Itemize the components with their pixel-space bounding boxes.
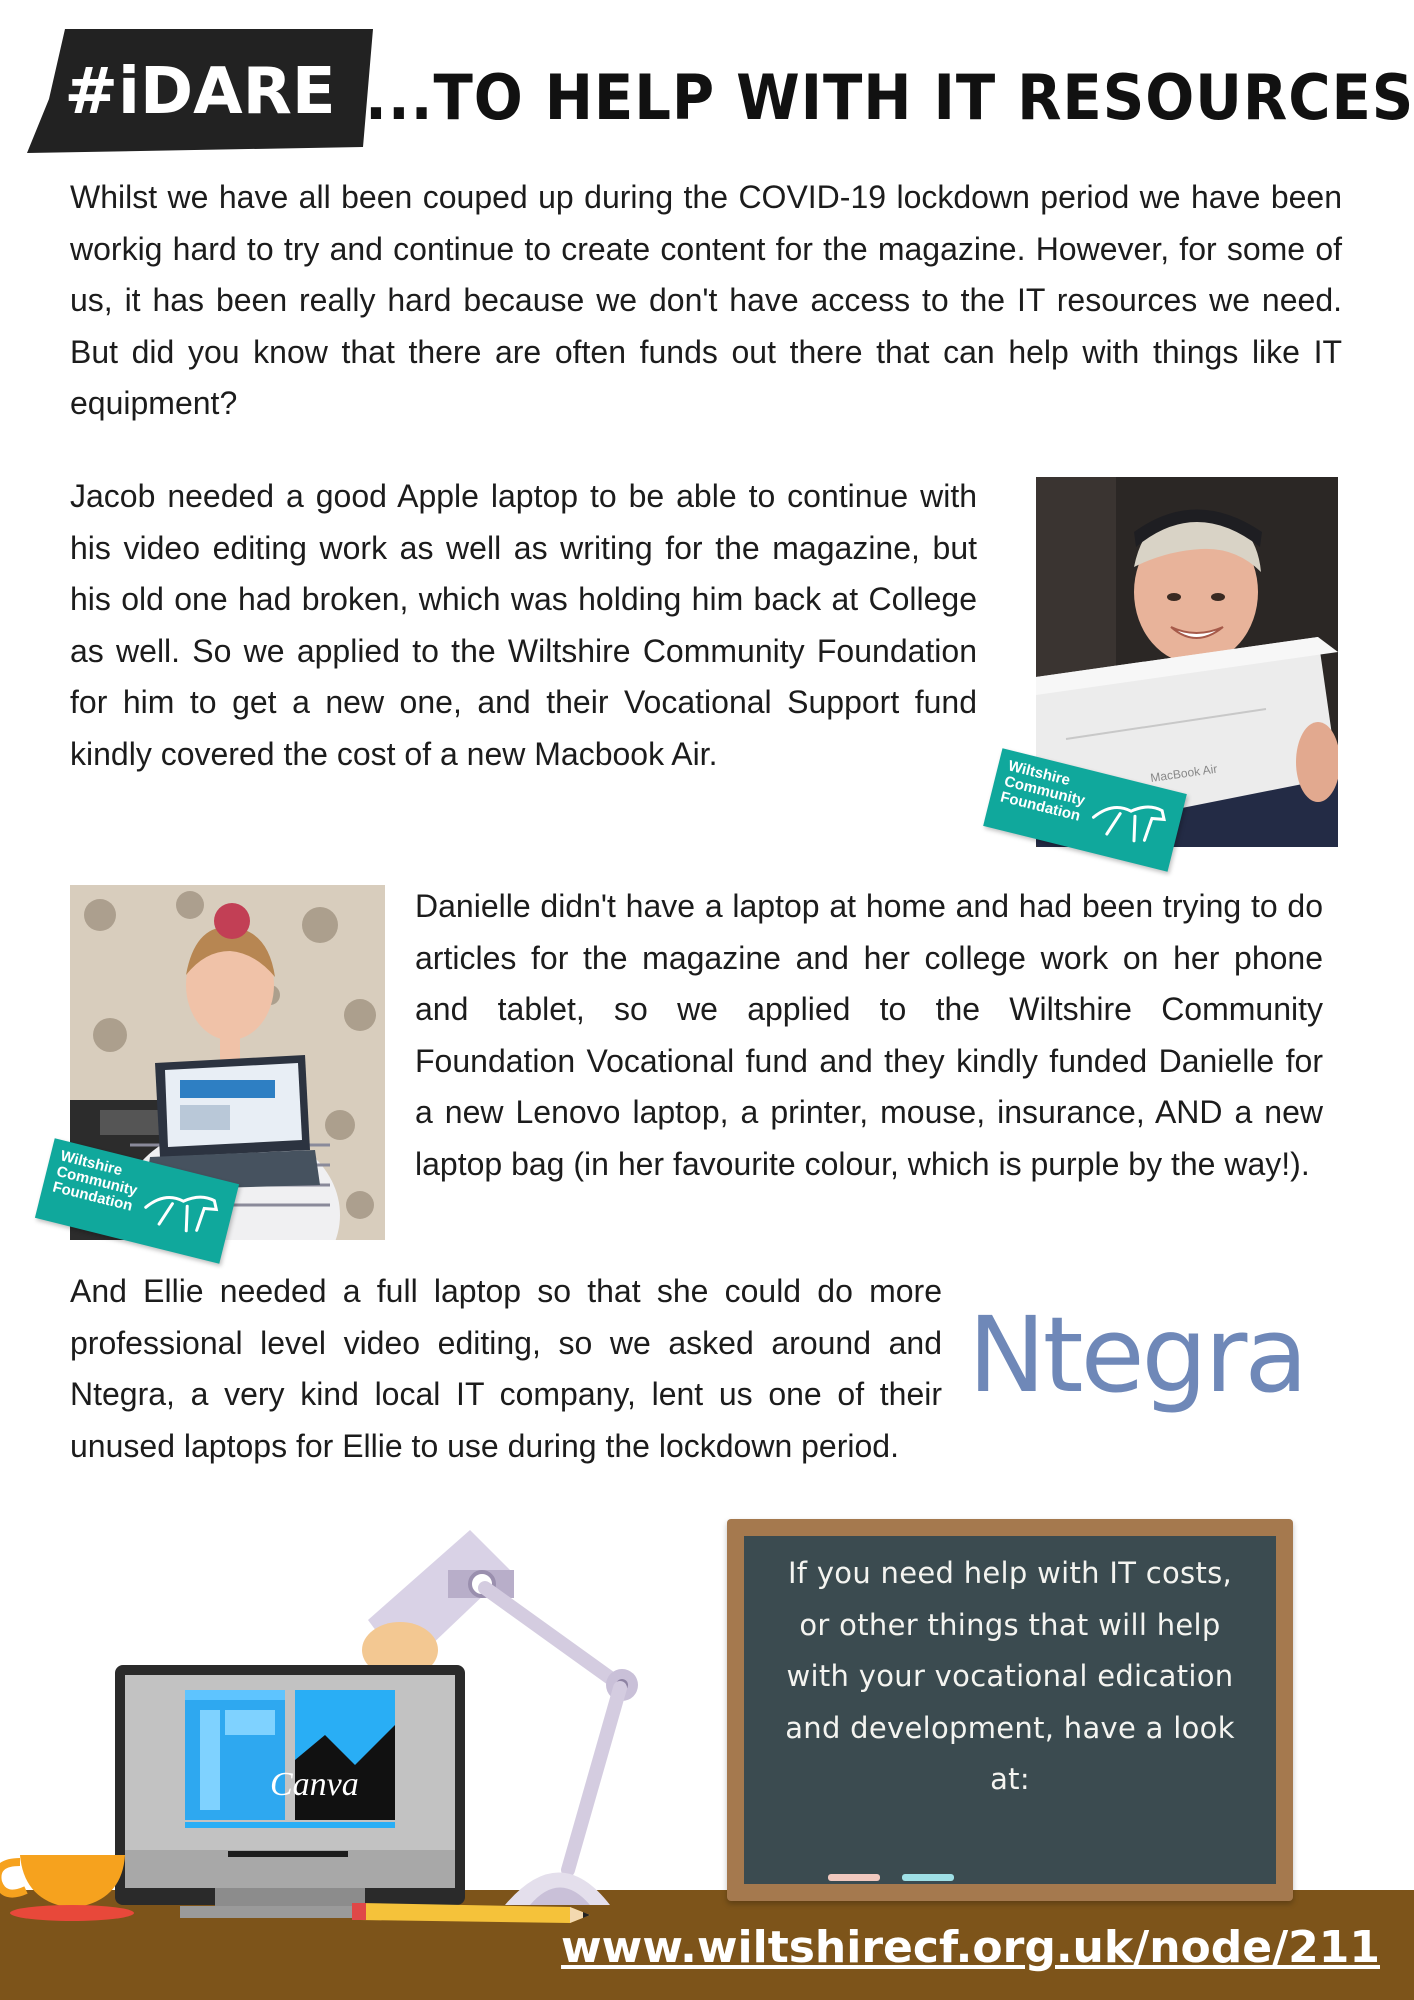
danielle-paragraph: Danielle didn't have a laptop at home and had been trying to do articles for the magazine and her college work on her phone and tablet, so we applied to the Wiltshire Community Foundation Vocational fund and they kindly funded Danielle for a new Lenovo laptop, a printer, mouse, insurance, AND a new laptop bag (in her favourite colour, which is purple by the way!). bbox=[415, 888, 1323, 1182]
ellie-paragraph: And Ellie needed a full laptop so that she could do more professional level video editing, so we asked around and Ntegra, a very kind local IT company, lent us one of their unused laptops for Ellie to use during the lockdown period. bbox=[70, 1273, 942, 1464]
idare-banner bbox=[25, 25, 375, 155]
coffee-mug-icon bbox=[0, 1855, 134, 1921]
desk-illustration bbox=[0, 1510, 700, 1930]
intro-paragraph: Whilst we have all been couped up during the COVID-19 lockdown period we have been workig hard to try and continue to create content for the magazine. However, for some of us, it has been really hard because we don't have access to the IT resources we need. But did you know that there are often funds out there that can help with things like IT equipment? bbox=[70, 179, 1342, 421]
chalk-blue bbox=[902, 1874, 954, 1881]
chalk-pink bbox=[828, 1874, 880, 1881]
computer-monitor-icon bbox=[115, 1665, 465, 1918]
page-headline: ...TO HELP WITH IT RESOURCES bbox=[365, 61, 1414, 134]
footer-url-link[interactable]: www.wiltshirecf.org.uk/node/211 bbox=[561, 1922, 1380, 1973]
wcf-badge-text: Wiltshire Community Foundation bbox=[50, 1147, 139, 1215]
ntegra-logo: Ntegra bbox=[968, 1294, 1306, 1416]
canva-logo: Canva bbox=[270, 1766, 359, 1803]
jacob-paragraph: Jacob needed a good Apple laptop to be able to continue with his video editing work as well as writing for the magazine, but his old one had broken, which was holding him back at College as well. So we applied to the Wiltshire Community Foundation for him to get a new one, and their Vocational Support fund kindly covered the cost of a new Macbook Air. bbox=[70, 478, 977, 772]
wcf-badge-text: Wiltshire Community Foundation bbox=[998, 757, 1087, 825]
chalkboard-message: If you need help with IT costs, or other things that will help with your vocational edication and development, have a look at: bbox=[785, 1556, 1235, 1796]
macbook-box-label: MacBook Air bbox=[1149, 761, 1219, 785]
idare-hashtag: #iDARE bbox=[64, 55, 336, 129]
white-horse-icon bbox=[1084, 782, 1175, 855]
white-horse-icon bbox=[136, 1172, 227, 1245]
